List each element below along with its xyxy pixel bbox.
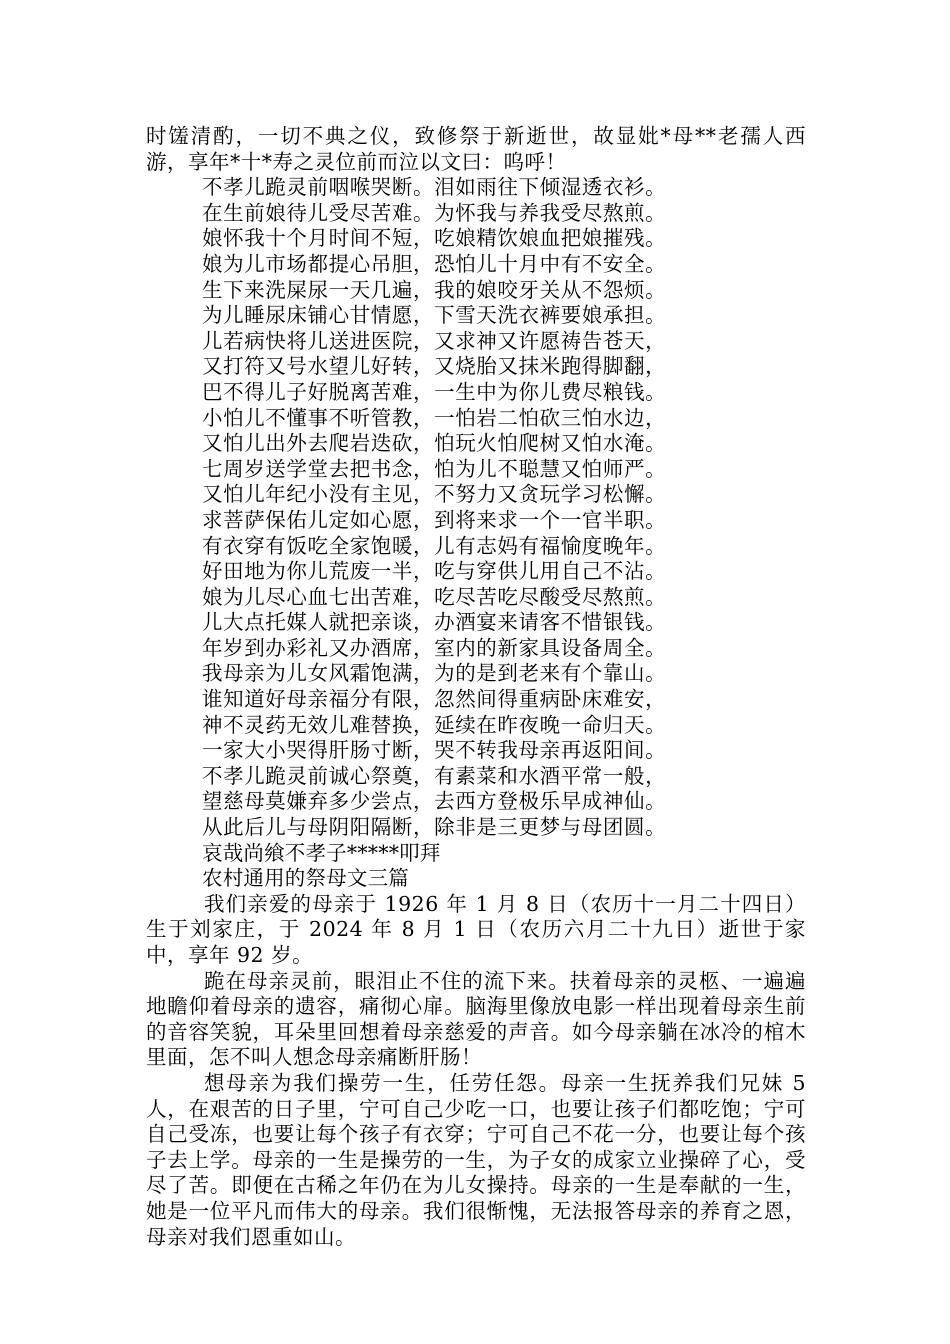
verse-line: 我母亲为儿女风霜饱满，为的是到老来有个靠山。 <box>202 661 667 686</box>
verse-line: 儿若病快将儿送进医院，又求神又许愿祷告苍天， <box>202 328 667 353</box>
document-page <box>146 124 806 1250</box>
section-heading: 农村通用的祭母文三篇 <box>202 866 409 891</box>
verse-line: 小怕儿不懂事不听管教，一怕岩二怕砍三怕水边， <box>202 405 667 430</box>
verse-line: 神不灵药无效儿难替换，延续在昨夜晚一命归天。 <box>202 712 667 737</box>
verse-line: 娘为儿尽心血七出苦难，吃尽苦吃尽酸受尽熬煎。 <box>202 584 667 609</box>
verse-line: 生下来洗屎尿一天几遍，我的娘咬牙关从不怨烦。 <box>202 277 667 302</box>
verse-line: 又打符又号水望儿好转，又烧胎又抹米跑得脚翻， <box>202 354 667 379</box>
verse-line: 一家大小哭得肝肠寸断，哭不转我母亲再返阳间。 <box>202 738 667 763</box>
body-paragraph: 我们亲爱的母亲于 1926 年 1 月 8 日（农历十一月二十四日）生于刘家庄，于 2024 年 8 月 1 日（农历六月二十九日）逝世于家中，享年 92 岁。 <box>146 891 806 967</box>
verse-line: 又怕儿年纪小没有主见，不努力又贪玩学习松懈。 <box>202 482 667 507</box>
verse-line: 为儿睡尿床铺心甘情愿，下雪天洗衣裤要娘承担。 <box>202 303 667 328</box>
verse-line: 在生前娘待儿受尽苦难。为怀我与养我受尽熬煎。 <box>202 200 667 225</box>
verse-line: 好田地为你儿荒废一半，吃与穿供儿用自己不沾。 <box>202 559 667 584</box>
verse-line: 七周岁送学堂去把书念，怕为儿不聪慧又怕师严。 <box>202 456 667 481</box>
verse-line: 娘为儿市场都提心吊胆，恐怕儿十月中有不安全。 <box>202 251 667 276</box>
verse-line: 从此后儿与母阴阳隔断，除非是三更梦与母团圆。 <box>202 815 667 840</box>
verse-line: 望慈母莫嫌弃多少尝点，去西方登极乐早成神仙。 <box>202 789 667 814</box>
verse-line: 谁知道好母亲福分有限，忽然间得重病卧床难安， <box>202 687 667 712</box>
verse-block <box>146 175 806 892</box>
verse-line: 不孝儿跪灵前咽喉哭断。泪如雨往下倾湿透衣衫。 <box>202 175 667 200</box>
verse-line: 娘怀我十个月时间不短，吃娘精饮娘血把娘摧残。 <box>202 226 667 251</box>
verse-line: 巴不得儿子好脱离苦难，一生中为你儿费尽粮钱。 <box>202 379 667 404</box>
verse-line: 求菩萨保佑儿定如心愿，到将来求一个一官半职。 <box>202 507 667 532</box>
closing-line: 哀哉尚飨不孝子*****叩拜 <box>202 840 441 865</box>
verse-line: 不孝儿跪灵前诚心祭奠，有素菜和水酒平常一般， <box>202 763 667 788</box>
verse-line: 年岁到办彩礼又办酒席，室内的新家具设备周全。 <box>202 635 667 660</box>
intro-paragraph: 时馐清酌，一切不典之仪，致修祭于新逝世，故显妣*母**老孺人西游，享年*十*寿之灵位前而泣以文曰：呜呼！ <box>146 124 806 174</box>
body-paragraph: 想母亲为我们操劳一生，任劳任怨。母亲一生抚养我们兄妹 5 人，在艰苦的日子里，宁可自己少吃一口，也要让孩子们都吃饱；宁可自己受冻，也要让每个孩子有衣穿；宁可自己不花一分，也要让每个孩子去上学。母亲的一生是操劳的一生，为子女的成家立业操碎了心，受尽了苦。即便在古稀之年仍在为儿女操持。母亲的一生是奉献的一生，她是一位平凡而伟大的母亲。我们很惭愧，无法报答母亲的养育之恩，母亲对我们恩重如山。 <box>146 1070 806 1249</box>
body-paragraph: 跪在母亲灵前，眼泪止不住的流下来。扶着母亲的灵柩、一遍遍地瞻仰着母亲的遗容，痛彻心扉。脑海里像放电影一样出现着母亲生前的音容笑貌，耳朵里回想着母亲慈爱的声音。如今母亲躺在冰冷的棺木里面，怎不叫人想念母亲痛断肝肠！ <box>146 968 806 1070</box>
verse-line: 又怕儿出外去爬岩迭砍，怕玩火怕爬树又怕水淹。 <box>202 431 667 456</box>
verse-line: 有衣穿有饭吃全家饱暖，儿有志妈有福愉度晚年。 <box>202 533 667 558</box>
verse-line: 儿大点托媒人就把亲谈，办酒宴来请客不惜银钱。 <box>202 610 667 635</box>
